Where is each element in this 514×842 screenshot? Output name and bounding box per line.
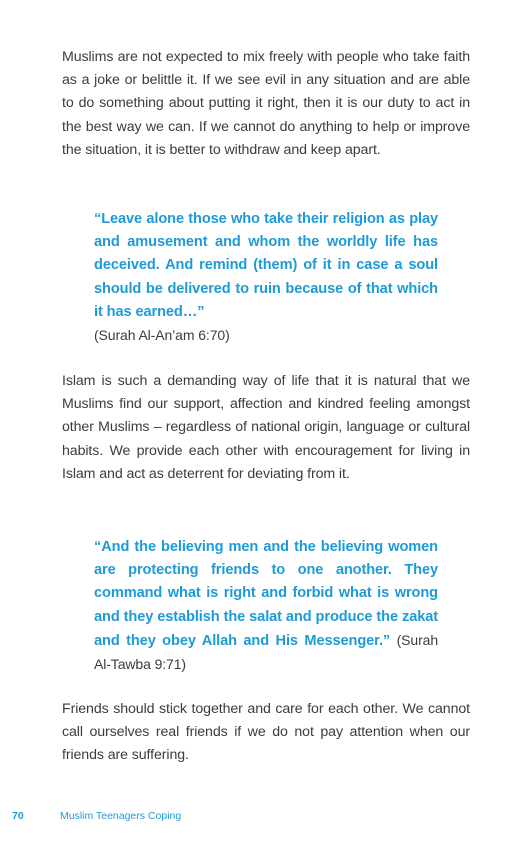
page-number: 70 xyxy=(12,810,24,822)
paragraph-muslim-support: Islam is such a demanding way of life that it is natural that we Muslims find our support, affection and kindred feeling amongst other Muslims – regardless of national origin, language or cultural habits. We provide each other with encouragement for living in Islam and act as deterrent for deviating from it. xyxy=(62,373,470,482)
quote-text: “And the believing men and the believing women are protecting friends to one another. They command what is right and forbid what is wrong and they establish the salat and produce the zakat and they obey Allah and His Messenger.” xyxy=(94,539,438,649)
quote-reference: (Surah Al-An’am 6:70) xyxy=(94,327,230,344)
quote-text: “Leave alone those who take their religion as play and amusement and whom the worldly life has deceived. And remind (them) of it in case a soul should be delivered to ruin because of that which it has earned…” xyxy=(94,211,438,320)
page-footer xyxy=(12,810,181,822)
quote-reference: (Surah Al-Tawba 9:71) xyxy=(94,631,438,673)
paragraph-mixing-with-mockers: Muslims are not expected to mix freely with people who take faith as a joke or belittle it. If we see evil in any situation and are able to do something about putting it right, then it is our duty to act in the best way we can. If we cannot do anything to help or improve the situation, it is better to withdraw and keep apart. xyxy=(62,49,470,158)
quote-surah-al-anam xyxy=(94,208,438,347)
running-title: Muslim Teenagers Coping xyxy=(60,810,182,822)
paragraph-friends-stick-together: Friends should stick together and care for each other. We cannot call ourselves real friends if we do not pay attention when our friends are suffering. xyxy=(62,701,470,764)
quote-surah-al-tawba xyxy=(94,536,438,677)
